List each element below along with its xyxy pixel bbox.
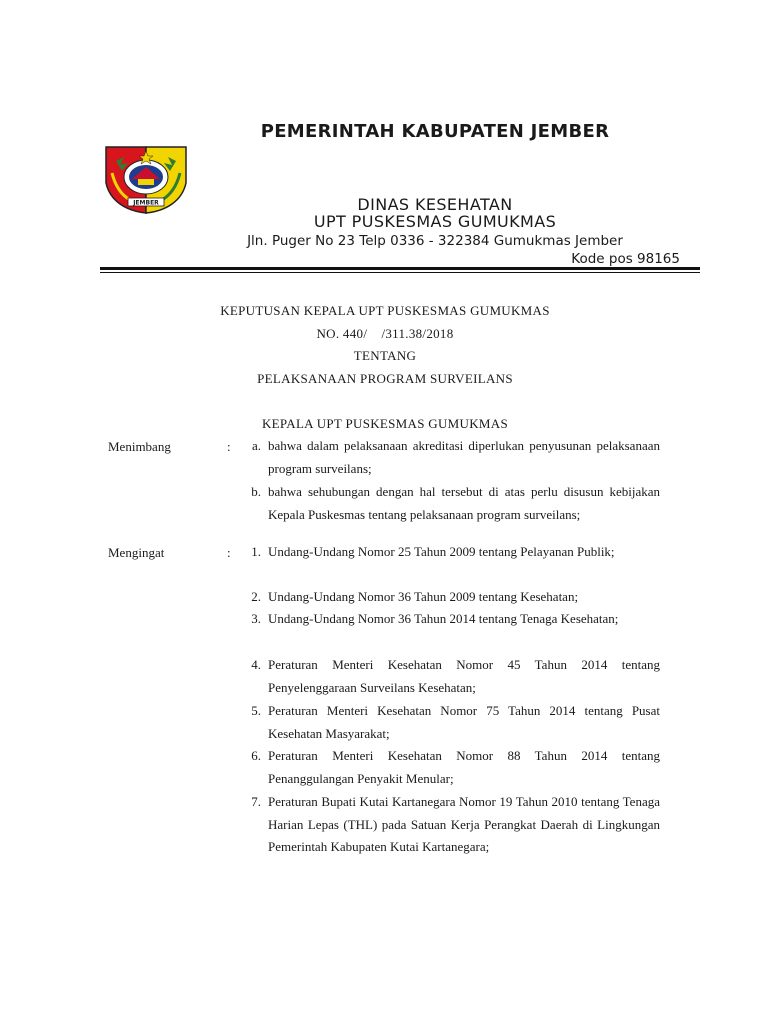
letterhead-government-name: PEMERINTAH KABUPATEN JEMBER (260, 121, 610, 142)
decree-number: NO. 440/ /311.38/2018 (316, 326, 454, 341)
letterhead-postal-code: Kode pos 98165 (571, 251, 680, 267)
item-marker: 6. (251, 748, 261, 763)
item-marker: 2. (251, 589, 261, 604)
decree-heading: KEPUTUSAN KEPALA UPT PUSKESMAS GUMUKMAS (220, 303, 550, 318)
item-text: Peraturan Menteri Kesehatan Nomor 45 Tahun 2014 tentang Penyelenggaraan Surveilans Kesehatan; (268, 657, 660, 695)
item-marker: 1. (251, 544, 261, 559)
item-text: bahwa dalam pelaksanaan akreditasi diperlukan penyusunan pelaksanaan program surveilans; (268, 438, 660, 476)
letterhead-divider-thick (100, 267, 700, 270)
decree-issuer: KEPALA UPT PUSKESMAS GUMUKMAS (261, 416, 508, 431)
item-marker: b. (251, 484, 261, 499)
item-text: Peraturan Menteri Kesehatan Nomor 88 Tahun 2014 tentang Penanggulangan Penyakit Menular; (268, 748, 660, 786)
item-marker: 7. (251, 794, 261, 809)
item-text: Undang-Undang Nomor 36 Tahun 2009 tentang Kesehatan; (268, 589, 579, 604)
decree-about: TENTANG (353, 348, 417, 363)
letterhead-address: Jln. Puger No 23 Telp 0336 - 322384 Gumukmas Jember (247, 233, 623, 249)
item-text: Undang-Undang Nomor 36 Tahun 2014 tentang Tenaga Kesehatan; (268, 611, 619, 626)
letterhead-department-name: DINAS KESEHATAN (357, 195, 513, 214)
section-colon-menimbang: : (227, 439, 231, 454)
item-text: Undang-Undang Nomor 25 Tahun 2009 tentang Pelayanan Publik; (268, 544, 615, 559)
section-label-mengingat: Mengingat (108, 545, 165, 560)
item-marker: 5. (251, 703, 261, 718)
decree-subject: PELAKSANAAN PROGRAM SURVEILANS (257, 371, 513, 386)
jember-coat-of-arms-logo (102, 143, 190, 215)
item-marker: a. (251, 438, 261, 453)
item-text: bahwa sehubungan dengan hal tersebut di atas perlu disusun kebijakan Kepala Puskesmas tentang pelaksanaan program surveilans; (268, 484, 660, 522)
item-marker: 4. (251, 657, 261, 672)
item-text: Peraturan Bupati Kutai Kartanegara Nomor 19 Tahun 2010 tentang Tenaga Harian Lepas (THL) pada Satuan Kerja Perangkat Daerah di Lingkungan Pemerintah Kabupaten Kutai Kartanegara; (268, 794, 660, 855)
section-label-menimbang: Menimbang (108, 439, 171, 454)
item-marker: 3. (251, 611, 261, 626)
letterhead-divider-thin (100, 272, 700, 273)
section-colon-mengingat: : (227, 545, 231, 560)
svg-text:JEMBER: JEMBER (133, 199, 159, 207)
item-text: Peraturan Menteri Kesehatan Nomor 75 Tahun 2014 tentang Pusat Kesehatan Masyarakat; (268, 703, 660, 741)
letterhead-unit-name: UPT PUSKESMAS GUMUKMAS (313, 212, 557, 231)
